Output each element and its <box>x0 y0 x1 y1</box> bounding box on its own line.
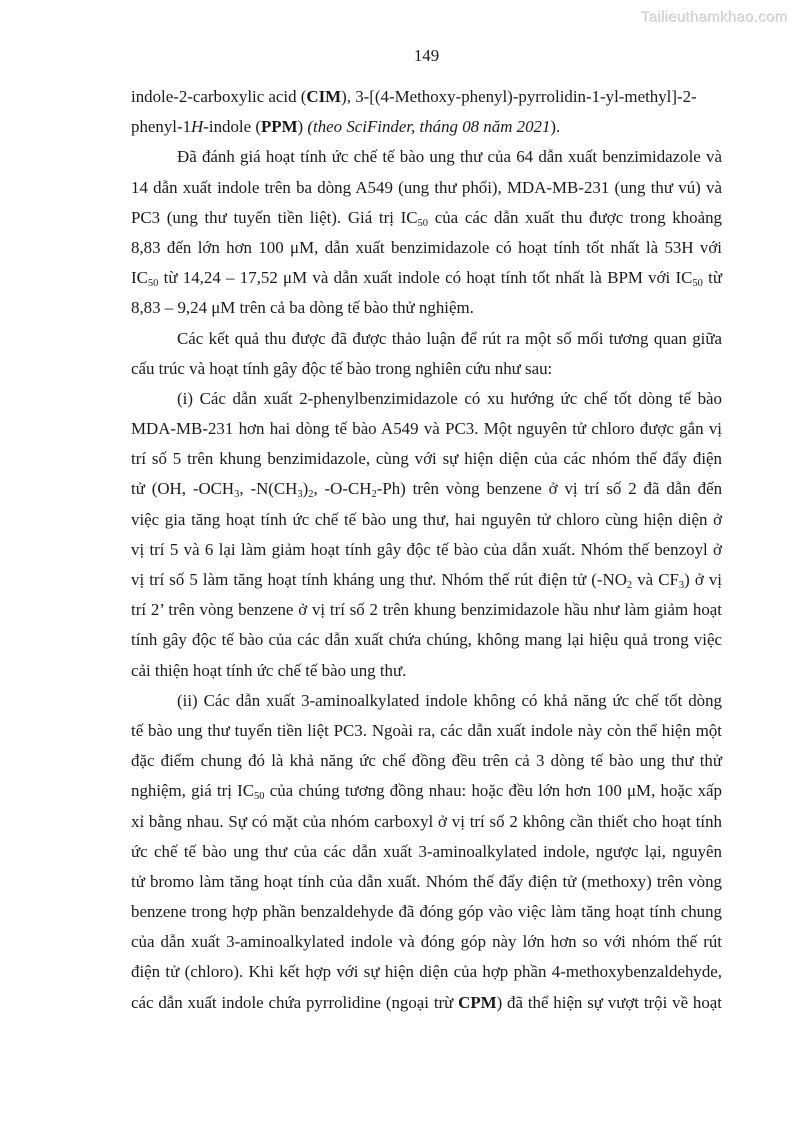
text-line: tử bromo làm tăng hoạt tính của dẫn xuất. Nhóm thế đẩy điện tử (methoxy) trên vòng <box>131 871 722 891</box>
text-line: tử (OH, -OCH3, -N(CH3)2, -O-CH2-Ph) trên vòng benzene ở vị trí số 2 đã dẫn đến <box>131 479 723 501</box>
text-body <box>131 82 722 1018</box>
text-line: IC50 từ 14,24 – 17,52 μM và dẫn xuất indole có hoạt tính tốt nhất là BPM với IC50 từ <box>131 268 722 289</box>
text-line: 14 dẫn xuất indole trên ba dòng A549 (ung thư phổi), MDA-MB-231 (ung thư vú) và <box>131 177 722 197</box>
watermark-text: Tailieuthamkhao.com <box>641 9 788 26</box>
text-line: Các kết quả thu được đã được thảo luận để rút ra một số mối tương quan giữa <box>177 328 722 348</box>
text-line: cấu trúc và hoạt tính gây độc tế bào trong nghiên cứu như sau: <box>131 358 553 378</box>
text-line: cải thiện hoạt tính ức chế tế bào ung thư. <box>131 660 407 680</box>
page-number: 149 <box>413 46 440 65</box>
text-line: vị trí 5 và 6 lại làm giảm hoạt tính gây độc tế bào của dẫn xuất. Nhóm thế benzoyl ở <box>131 539 722 559</box>
text-line: việc gia tăng hoạt tính ức chế tế bào ung thư, hai nguyên tử chloro cùng hiện diện ở <box>131 509 722 529</box>
text-line: tế bào ung thư tuyến tiền liệt PC3. Ngoài ra, các dẫn xuất indole này còn thể hiện một <box>131 720 722 740</box>
text-line: benzene trong hợp phần benzaldehyde đã đóng góp vào việc làm tăng hoạt tính chung <box>131 902 722 922</box>
text-line: PC3 (ung thư tuyến tiền liệt). Giá trị IC50 của các dẫn xuất thu được trong khoảng <box>131 207 722 229</box>
text-line: 8,83 – 9,24 μM trên cả ba dòng tế bào thử nghiệm. <box>131 298 474 318</box>
text-line: xỉ bằng nhau. Sự có mặt của nhóm carboxyl ở vị trí số 2 không cần thiết cho hoạt tính <box>131 811 722 831</box>
text-line: (ii) Các dẫn xuất 3-aminoalkylated indole không có khả năng ức chế tốt dòng <box>177 690 722 710</box>
text-line: vị trí số 5 làm tăng hoạt tính kháng ung thư. Nhóm thế rút điện tử (-NO2 và CF3) ở vị <box>131 570 723 591</box>
text-line: đặc điểm chung đó là khả năng ức chế đồng đều trên cả 3 dòng tế bào ung thư thử <box>131 751 722 771</box>
text-line: MDA-MB-231 hơn hai dòng tế bào A549 và PC3. Một nguyên tử chloro được gắn vị <box>131 419 722 439</box>
text-line: nghiệm, giá trị IC50 của chúng tương đồng nhau: hoặc đều lớn hơn 100 μM, hoặc xấp <box>131 781 722 803</box>
text-line: indole-2-carboxylic acid (CIM), 3-[(4-Methoxy-phenyl)-pyrrolidin-1-yl-methyl]-2- <box>131 87 697 106</box>
text-line: Đã đánh giá hoạt tính ức chế tế bào ung thư của 64 dẫn xuất benzimidazole và <box>177 147 722 167</box>
text-line: các dẫn xuất indole chứa pyrrolidine (ngoại trừ CPM) đã thể hiện sự vượt trội về hoạt <box>131 992 722 1012</box>
text-line: ức chế tế bào ung thư của các dẫn xuất 3-aminoalkylated indole, ngược lại, nguyên <box>131 841 722 861</box>
text-line: trí số 5 trên khung benzimidazole, cùng với sự hiện diện của các nhóm thế đẩy điện <box>131 449 722 469</box>
text-line: tính gây độc tế bào của các dẫn xuất chứa chúng, không mang lại hiệu quả trong việc <box>131 630 722 650</box>
text-line: 8,83 đến lớn hơn 100 μM, dẫn xuất benzimidazole có hoạt tính tốt nhất là 53H với <box>131 237 722 257</box>
text-line: (i) Các dẫn xuất 2-phenylbenzimidazole có xu hướng ức chế tốt dòng tế bào <box>177 388 722 408</box>
text-line: điện tử (chloro). Khi kết hợp với sự hiện diện của hợp phần 4-methoxybenzaldehyde, <box>131 962 722 982</box>
text-line: của dẫn xuất 3-aminoalkylated indole và đóng góp này lớn hơn so với nhóm thế rút <box>131 932 722 952</box>
text-line: phenyl-1H-indole (PPM) (theo SciFinder, tháng 08 năm 2021). <box>131 117 561 137</box>
text-line: trí 2’ trên vòng benzene ở vị trí số 2 trên khung benzimidazole hầu như làm giảm hoạt <box>131 600 722 620</box>
